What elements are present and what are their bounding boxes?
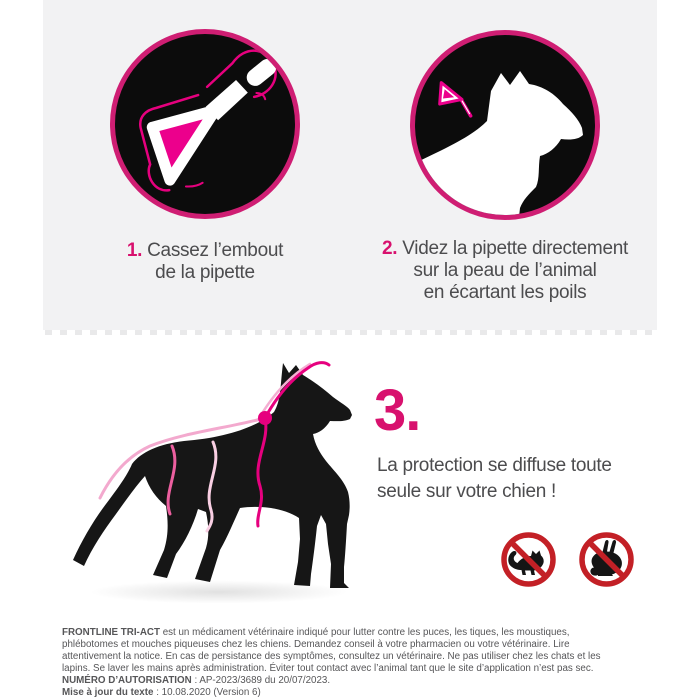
step1-line1: 1. Cassez l’embout: [126, 240, 284, 261]
step2-line1: 2. Videz la pipette directement: [382, 238, 628, 259]
step1-caption: [65, 240, 345, 284]
step2-caption: [365, 238, 645, 304]
step2-line3: en écartant les poils: [423, 282, 587, 303]
legal-line: attentivement la notice. En cas de persistance des symptômes, consultez un vétérinaire. Ne pas utiliser chez les chats et les: [62, 651, 601, 663]
step1-line2: de la pipette: [155, 262, 255, 283]
step2-circle: [410, 30, 600, 220]
step3-caption: [377, 453, 667, 505]
no-cats-icon: [500, 531, 557, 588]
legal-line-update: Mise à jour du texte : 10.08.2020 (Version 6): [62, 687, 261, 699]
legal-line-authorisation: NUMÉRO D’AUTORISATION : AP-2023/3689 du 20/07/2023.: [62, 675, 331, 687]
step3-line2: seule sur votre chien !: [377, 481, 556, 502]
no-rabbits-icon: [578, 531, 635, 588]
step2-line2: sur la peau de l’animal: [413, 260, 597, 281]
legal-line: FRONTLINE TRI-ACT est un médicament vétérinaire indiqué pour lutter contre les puces, les tiques, les moustiques,: [62, 627, 570, 638]
dog-head-pipette-icon: [415, 35, 595, 215]
legal-line: lapins. Se laver les mains après administration. Éviter tout contact avec l’animal tant que le site d’application n’est pas sec.: [62, 663, 594, 675]
dog-silhouette: [58, 352, 363, 597]
steps-panel: [43, 0, 657, 330]
legal-text: [62, 627, 662, 700]
legal-line: phlébotomes et mouches piqueuses chez les chiens. Demandez conseil à votre pharmacien ou votre vétérinaire. Lire: [62, 639, 570, 651]
step1-circle: [110, 29, 300, 219]
step2-number: 2.: [382, 238, 398, 259]
step1-number: 1.: [126, 240, 143, 261]
step3-line1: La protection se diffuse toute: [377, 455, 612, 476]
step3-number: 3.: [374, 378, 421, 443]
broken-pipette-icon: [115, 34, 295, 214]
mini-pipette-icon: [432, 83, 478, 119]
application-spot-dot: [258, 411, 272, 425]
